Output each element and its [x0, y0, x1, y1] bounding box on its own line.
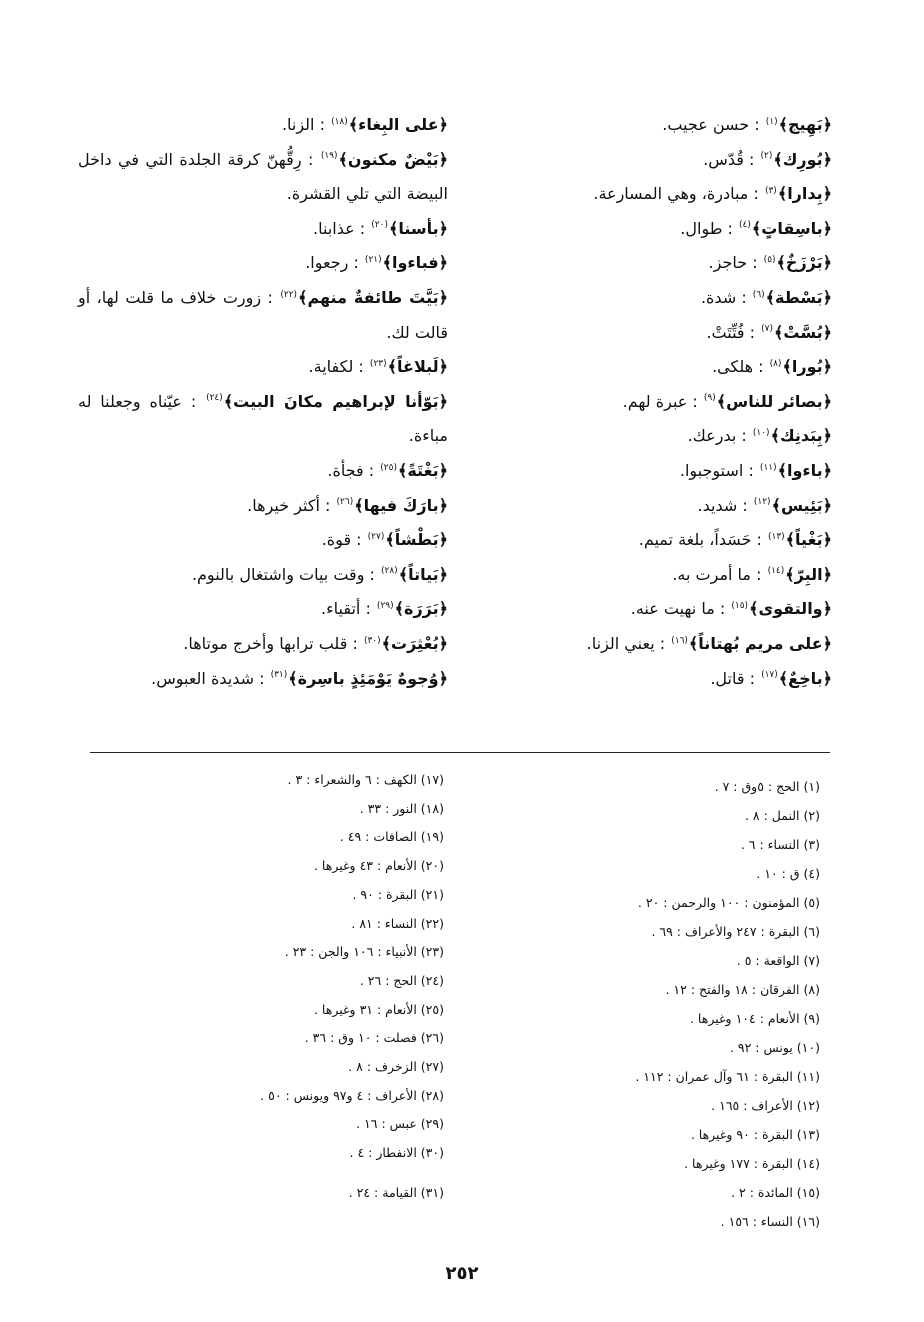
- entry-gloss: : زورت خلاف ما قلت لها، أو قالت لك.: [78, 287, 448, 342]
- glossary-entry: [78, 212, 448, 247]
- footnote: (١٩) الصافات : ٤٩ .: [339, 829, 444, 845]
- footnote: (٦) البقرة : ٢٤٧ والأعراف : ٦٩ .: [651, 924, 820, 939]
- glossary-entry: [452, 454, 832, 489]
- entry-gloss: : قوة.: [321, 530, 362, 550]
- glossary-entry: [452, 143, 832, 178]
- glossary-entry: [452, 316, 832, 351]
- entry-gloss: : شديدة العبوس.: [151, 668, 265, 688]
- entry-term: ﴿بَيَّتَ طائفةٌ منهم﴾: [298, 287, 449, 307]
- footnote-marker: (٥): [763, 255, 776, 266]
- footnote-marker: (٢٩): [376, 600, 394, 611]
- entry-gloss: : الزنا.: [281, 115, 325, 134]
- glossary-entry: [78, 385, 448, 454]
- footnote-marker: (٢٢): [280, 289, 298, 300]
- footnote: (٤) ق : ١٠ .: [756, 866, 820, 881]
- footnote-marker: (١٥): [731, 600, 749, 611]
- footnote-marker: (٢٨): [380, 566, 398, 577]
- entry-term: ﴿بَسْطة﴾: [765, 287, 832, 307]
- entry-gloss: : مبادرة، وهي المسارعة.: [593, 184, 759, 204]
- glossary-entry: [78, 454, 448, 489]
- footnotes-column-left: [84, 766, 444, 1208]
- entry-gloss: : قلب ترابها وأخرج موتاها.: [183, 633, 358, 653]
- footnote-marker: (١٢): [753, 497, 771, 508]
- entry-term: ﴿بارَكَ فيها﴾: [354, 495, 448, 515]
- glossary-entry: [452, 281, 832, 316]
- entry-gloss: : حسن عجيب.: [662, 115, 760, 134]
- entry-term: ﴿باءوا﴾: [777, 460, 832, 480]
- footnote-marker: (٢٠): [371, 220, 388, 231]
- footnote-marker: (٦): [752, 289, 765, 300]
- footnote: (٢٤) الحج : ٢٦ .: [359, 972, 444, 988]
- footnote: (٢٣) الأنبياء : ١٠٦ والجن : ٢٣ .: [284, 944, 444, 960]
- glossary-entry: [452, 419, 832, 454]
- footnote-marker: (١٧): [761, 670, 778, 681]
- glossary-entry: [452, 662, 832, 697]
- glossary-entry: [78, 281, 448, 350]
- entry-term: ﴿بَغْياً﴾: [785, 530, 832, 550]
- footnote-marker: (٨): [769, 358, 782, 369]
- footnote: (٨) الفرقان : ١٨ والفتح : ١٢ .: [665, 982, 820, 997]
- footnote-marker: (٢٣): [369, 358, 387, 369]
- page-number: ٢٥٢: [445, 1263, 479, 1284]
- entry-term: ﴿بَغْتَةً﴾: [397, 460, 448, 480]
- footnote: (١٤) البقرة : ١٧٧ وغيرها .: [684, 1156, 820, 1171]
- entry-term: ﴿وُجوهٌ يَوْمَئِذٍ باسِرة﴾: [288, 668, 448, 688]
- entry-gloss: : حَسَداً، بلغة تميم.: [638, 530, 762, 550]
- glossary-entry: [452, 523, 832, 558]
- glossary-entry: [78, 662, 448, 697]
- entry-term: ﴿والتقوى﴾: [749, 599, 832, 619]
- footnote: (٢٨) الأعراف : ٤ و٩٧ ويونس : ٥٠ .: [260, 1087, 444, 1103]
- footnote: (٣١) القيامة : ٢٤ .: [348, 1184, 444, 1200]
- entry-gloss: : رِقُّهنّ كرقة الجلدة التي في داخل البيضة التي تلي القشرة.: [78, 149, 448, 204]
- entry-gloss: : شديد.: [697, 495, 748, 515]
- entry-gloss: : لكفاية.: [308, 357, 364, 377]
- footnote: (١٧) الكهف : ٦ والشعراء : ٣ .: [287, 772, 444, 787]
- footnote-separator: [90, 752, 830, 753]
- entry-term: ﴿بَئِيس﴾: [771, 495, 832, 515]
- entry-gloss: : فجأة.: [327, 460, 375, 480]
- glossary-entry: [452, 108, 832, 143]
- entry-term: ﴿البِرّ﴾: [785, 564, 832, 584]
- entry-gloss: : ما نهيت عنه.: [630, 599, 726, 619]
- footnote: (٥) المؤمنون : ١٠٠ والرحمن : ٢٠ .: [637, 895, 820, 910]
- glossary-entry: [452, 246, 832, 281]
- footnote: (١١) البقرة : ٦١ وآل عمران : ١١٢ .: [635, 1069, 820, 1084]
- footnote-marker: (٢٧): [367, 531, 385, 542]
- entry-gloss: : يعني الزنا.: [586, 633, 666, 653]
- footnote: (١٦) النساء : ١٥٦ .: [720, 1214, 820, 1229]
- footnote: (٩) الأنعام : ١٠٤ وغيرها .: [689, 1011, 820, 1026]
- entry-gloss: : شدة.: [700, 287, 747, 307]
- footnotes-column-right: [460, 772, 820, 1236]
- footnote: (٢٠) الأنعام : ٤٣ وغيرها .: [313, 858, 444, 874]
- footnote-marker: (١٩): [320, 151, 338, 162]
- glossary-entry: [78, 143, 448, 212]
- footnote-marker: (٣): [764, 185, 777, 196]
- footnote: (٧) الواقعة : ٥ .: [736, 953, 820, 968]
- glossary-entry: [78, 350, 448, 385]
- entry-term: ﴿بُورِك﴾: [773, 149, 832, 169]
- entry-term: ﴿بَياتاً﴾: [398, 564, 448, 584]
- footnote-marker: (١٤): [767, 566, 785, 577]
- footnote-marker: (٩): [703, 393, 716, 404]
- glossary-entry: [78, 627, 448, 662]
- footnote: (٢) النمل : ٨ .: [744, 808, 820, 823]
- entry-term: ﴿بُسَّتْ﴾: [774, 322, 832, 342]
- entry-term: ﴿بَرَرَة﴾: [394, 599, 448, 619]
- entry-term: ﴿لَبلاغاً﴾: [387, 357, 448, 377]
- footnote: (١٥) المائدة : ٢ .: [731, 1185, 820, 1200]
- glossary-entry: [452, 592, 832, 627]
- footnote: (٢٧) الزخرف : ٨ .: [348, 1059, 444, 1075]
- footnote: (٢١) البقرة : ٩٠ .: [352, 886, 444, 902]
- footnote: (١٣) البقرة : ٩٠ وغيرها .: [690, 1127, 820, 1142]
- entry-gloss: : أكثر خيرها.: [247, 495, 331, 515]
- footnote-marker: (١٠): [752, 428, 770, 439]
- footnote: (١) الحج : ٥وق : ٧ .: [714, 779, 820, 794]
- glossary-entry: [78, 489, 448, 524]
- glossary-entry: [78, 108, 448, 143]
- footnote-marker: (٢٦): [336, 497, 354, 508]
- footnote-marker: (١٣): [767, 531, 785, 542]
- entry-gloss: : استوجبوا.: [679, 460, 754, 480]
- entry-term: ﴿بُعْثِرَت﴾: [381, 633, 448, 653]
- entry-term: ﴿باخِعٌ﴾: [778, 668, 832, 688]
- glossary-column-right: [452, 108, 832, 696]
- footnote-marker: (٢): [760, 151, 773, 162]
- glossary-column-left: [78, 108, 448, 696]
- footnote: (١٠) يونس : ٩٢ .: [729, 1040, 820, 1055]
- entry-gloss: : حاجز.: [708, 253, 758, 273]
- footnote-marker: (١): [765, 116, 778, 127]
- footnote: (٣٠) الانفطار : ٤ .: [349, 1145, 444, 1161]
- entry-term: ﴿باسِقاتٍ﴾: [751, 218, 832, 238]
- footnote: (١٨) النور : ٣٣ .: [359, 800, 444, 816]
- glossary-entry: [452, 212, 832, 247]
- glossary-entry: [78, 592, 448, 627]
- entry-gloss: : بدرعك.: [687, 426, 747, 446]
- entry-gloss: : قُدّس.: [703, 149, 755, 169]
- entry-term: ﴿فباءوا﴾: [382, 253, 448, 273]
- entry-term: ﴿بَوّأنا لإبراهيم مكانَ البيت﴾: [223, 391, 448, 411]
- glossary-entry: [452, 350, 832, 385]
- glossary-entry: [78, 558, 448, 593]
- entry-term: ﴿بَطْشاً﴾: [385, 530, 448, 550]
- glossary-entry: [452, 558, 832, 593]
- footnote-marker: (١٨): [331, 116, 348, 127]
- entry-term: ﴿بُورا﴾: [782, 357, 832, 377]
- entry-gloss: : وقت بيات واشتغال بالنوم.: [191, 564, 375, 584]
- footnote: (٢٩) عبس : ١٦ .: [356, 1116, 444, 1132]
- entry-term: ﴿بصائر للناس﴾: [716, 391, 832, 411]
- footnote: (٢٦) فصلت : ١٠ وق : ٣٦ .: [304, 1030, 444, 1046]
- entry-gloss: : عذابنا.: [313, 218, 366, 238]
- glossary-entry: [452, 177, 832, 212]
- entry-term: ﴿بَرْزَخٌ﴾: [776, 253, 832, 273]
- entry-gloss: : هلكى.: [712, 357, 764, 377]
- entry-gloss: : عبرة لهم.: [622, 391, 698, 411]
- entry-term: ﴿على مريم بُهتاناً﴾: [688, 633, 832, 653]
- footnote-marker: (٢٤): [206, 393, 223, 404]
- entry-gloss: : قاتل.: [710, 668, 755, 688]
- footnote: (١٢) الأعراف : ١٦٥ .: [711, 1098, 820, 1113]
- footnote-marker: (٤): [739, 220, 751, 231]
- footnote-marker: (٢١): [364, 255, 382, 266]
- footnote: (٢٢) النساء : ٨١ .: [351, 915, 444, 931]
- glossary-entry: [452, 627, 832, 662]
- entry-gloss: : عيّناه وجعلنا له مباءة.: [78, 391, 448, 446]
- glossary-entry: [78, 523, 448, 558]
- glossary-entry: [452, 489, 832, 524]
- footnote-marker: (٣٠): [363, 635, 381, 646]
- entry-gloss: : طوال.: [680, 218, 733, 238]
- entry-gloss: : رجعوا.: [305, 253, 359, 273]
- footnote: (٢٥) الأنعام : ٣١ وغيرها .: [313, 1001, 444, 1017]
- glossary-entry: [452, 385, 832, 420]
- footnote-marker: (٧): [761, 324, 774, 335]
- entry-term: ﴿بَهِيج﴾: [778, 115, 832, 134]
- entry-gloss: : أتقياء.: [321, 599, 371, 619]
- entry-term: ﴿بِبَدنِك﴾: [770, 426, 832, 446]
- footnote-marker: (٣١): [270, 670, 288, 681]
- entry-term: ﴿بأسنا﴾: [388, 218, 448, 238]
- glossary-entry: [78, 246, 448, 281]
- footnote: (٣) النساء : ٦ .: [740, 837, 820, 852]
- entry-gloss: : ما أمرت به.: [672, 564, 762, 584]
- footnote-marker: (٢٥): [380, 462, 397, 473]
- footnote-marker: (١١): [759, 462, 777, 473]
- entry-term: ﴿بِدارا﴾: [777, 184, 832, 204]
- footnote-marker: (١٦): [671, 635, 688, 646]
- entry-term: ﴿على البِغاء﴾: [348, 115, 448, 134]
- entry-gloss: : فُتِّتَتْ.: [706, 322, 756, 342]
- entry-term: ﴿بَيْضٌ مكنون﴾: [338, 149, 448, 169]
